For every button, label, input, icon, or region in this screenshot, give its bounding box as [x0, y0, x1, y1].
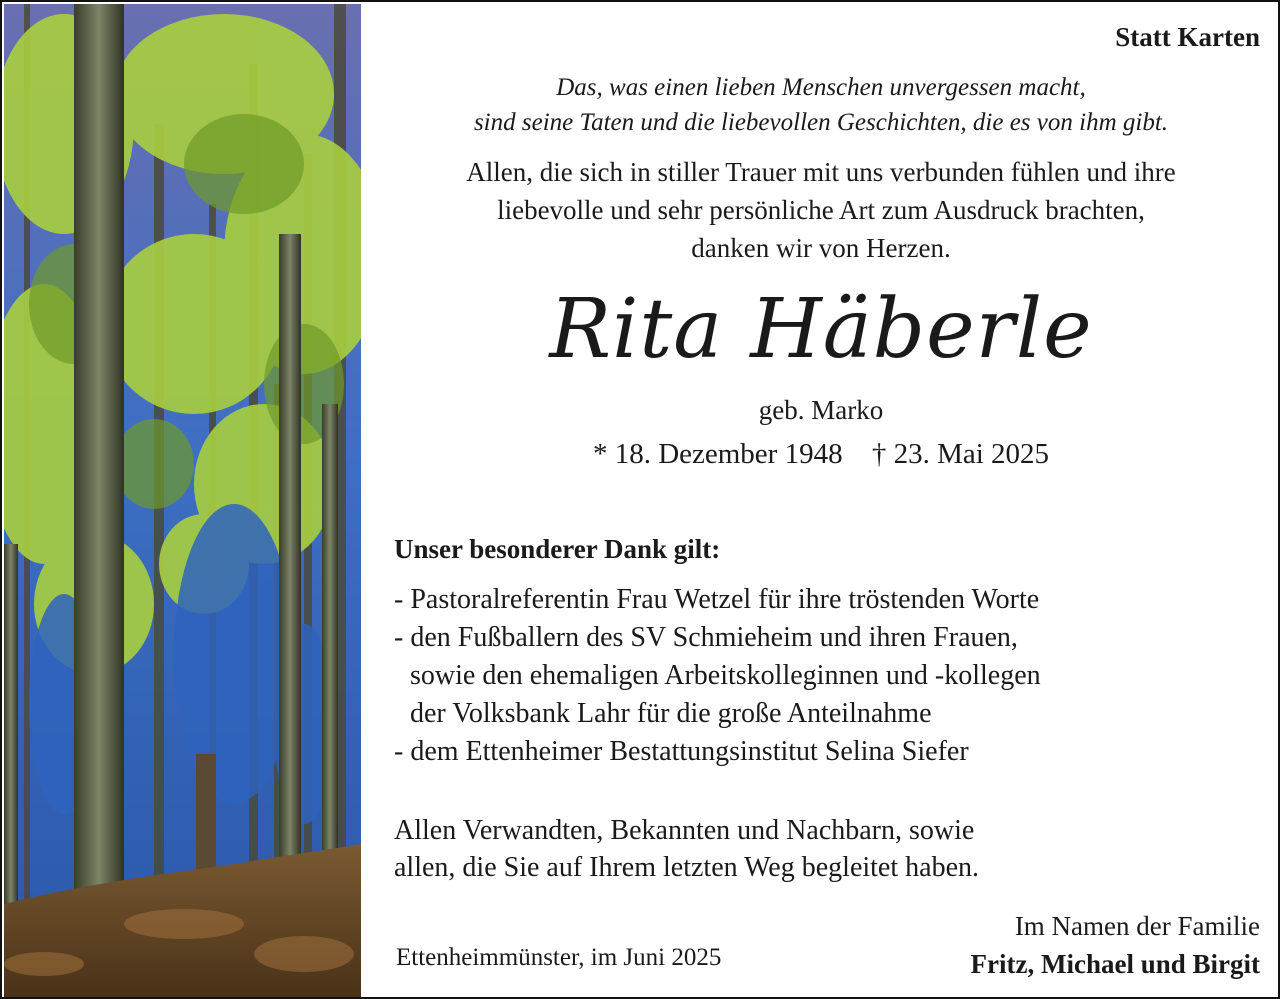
closing-paragraph [394, 812, 979, 886]
special-thanks-list [394, 581, 1041, 771]
family-signature [971, 907, 1260, 983]
closing-line: allen, die Sie auf Ihrem letzten Weg begleitet haben. [394, 852, 979, 883]
forest-photo [4, 4, 361, 997]
death-date: † 23. Mai 2025 [871, 438, 1050, 470]
deceased-name: Rita Häberle [549, 282, 1093, 377]
family-names: Fritz, Michael und Birgit [970, 949, 1260, 979]
closing-line: Allen Verwandten, Bekannten und Nachbarn, sowie [394, 815, 975, 846]
birth-date: * 18. Dezember 1948 [592, 438, 843, 470]
list-item-continuation: der Volksbank Lahr für die große Anteilnahme [410, 698, 932, 729]
list-item: - Pastoralreferentin Frau Wetzel für ihre tröstenden Worte [394, 584, 1040, 615]
list-item: - den Fußballern des SV Schmieheim und ihren Frauen, [394, 622, 1018, 653]
list-item-continuation: sowie den ehemaligen Arbeitskolleginnen und -kollegen [410, 660, 1041, 691]
place-date: Ettenheimmünster, im Juni 2025 [396, 944, 722, 971]
thanks-line: Allen, die sich in stiller Trauer mit uns verbunden fühlen und ihre [466, 157, 1176, 187]
forest-image [4, 4, 361, 997]
statt-karten-label: Statt Karten [1115, 22, 1260, 52]
special-thanks-heading: Unser besonderer Dank gilt: [394, 534, 721, 564]
quote-line: sind seine Taten und die liebevollen Geschichten, die es von ihm gibt. [473, 109, 1169, 136]
list-item: - dem Ettenheimer Bestattungsinstitut Selina Siefer [394, 736, 969, 767]
thanks-line: danken wir von Herzen. [691, 233, 951, 263]
obituary-text-panel [364, 2, 1278, 997]
thanks-paragraph [364, 153, 1278, 267]
born-name: geb. Marko [758, 395, 884, 425]
life-dates [364, 438, 1278, 471]
memorial-quote [364, 70, 1278, 140]
quote-line: Das, was einen lieben Menschen unvergessen macht, [556, 74, 1086, 101]
thanks-line: liebevolle und sehr persönliche Art zum Ausdruck brachten, [497, 195, 1145, 225]
family-intro: Im Namen der Familie [1014, 911, 1260, 941]
